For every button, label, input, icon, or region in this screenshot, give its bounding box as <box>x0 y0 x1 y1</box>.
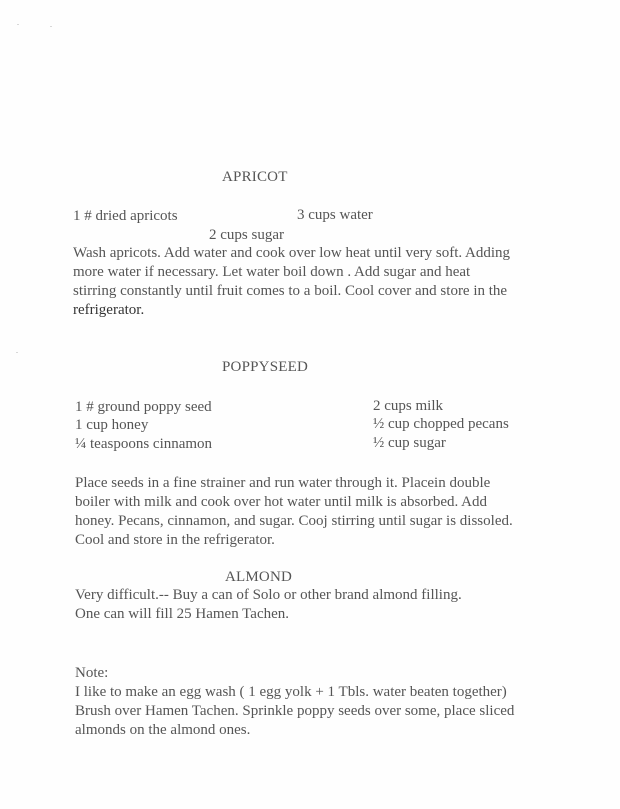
ingredient: 1 # dried apricots <box>73 208 178 224</box>
instruction-line: Cool and store in the refrigerator. <box>75 532 275 548</box>
scan-speck <box>50 26 52 27</box>
instruction-line: refrigerator. <box>73 302 145 318</box>
section-title-poppyseed: POPPYSEED <box>222 359 308 375</box>
note-line: I like to make an egg wash ( 1 egg yolk + 1 Tbls. water beaten together) <box>75 684 507 700</box>
instruction-line: stirring constantly until fruit comes to a boil. Cool cover and store in the <box>73 283 508 299</box>
ingredient: ¼ teaspoons cinnamon <box>75 436 213 452</box>
instruction-line: Place seeds in a fine strainer and run water through it. Placein double <box>75 475 491 491</box>
ingredient: 3 cups water <box>297 207 373 223</box>
note-label: Note: <box>75 665 109 681</box>
instruction-line: Wash apricots. Add water and cook over low heat until very soft. Adding <box>73 245 511 261</box>
instruction-line: One can will fill 25 Hamen Tachen. <box>75 606 290 622</box>
instruction-line: Very difficult.-- Buy a can of Solo or other brand almond filling. <box>75 587 462 603</box>
ingredient: 1 # ground poppy seed <box>75 399 212 415</box>
ingredient: 2 cups sugar <box>209 227 284 243</box>
scan-speck <box>17 24 19 25</box>
instruction-line: honey. Pecans, cinnamon, and sugar. Cooj stirring until sugar is dissoled. <box>75 513 513 529</box>
scan-speck <box>16 352 18 353</box>
instruction-line: boiler with milk and cook over hot water until milk is absorbed. Add <box>75 494 488 510</box>
section-title-almond: ALMOND <box>225 569 293 585</box>
ingredient: 1 cup honey <box>75 417 149 433</box>
instruction-line: more water if necessary. Let water boil down . Add sugar and heat <box>73 264 471 280</box>
note-line: Brush over Hamen Tachen. Sprinkle poppy seeds over some, place sliced <box>75 703 515 719</box>
ingredient: 2 cups milk <box>373 398 443 414</box>
section-title-apricot: APRICOT <box>222 169 288 185</box>
note-line: almonds on the almond ones. <box>75 722 251 738</box>
ingredient: ½ cup chopped pecans <box>373 416 509 432</box>
ingredient: ½ cup sugar <box>373 435 446 451</box>
